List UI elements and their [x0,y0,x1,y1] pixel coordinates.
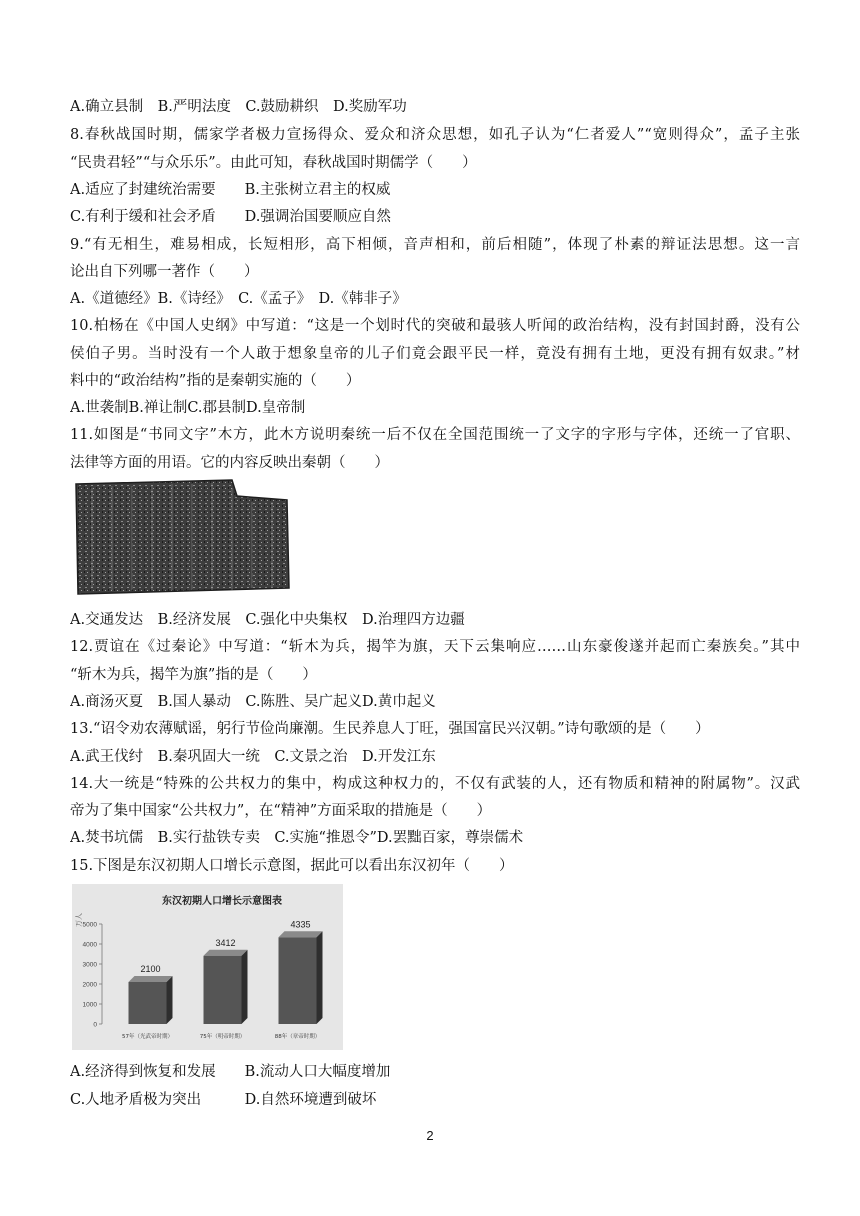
q11-stem-line1: 11.如图是“书同文字”木方，此木方说明秦统一后不仅在全国范围统一了文字的字形与字体，还统一了官职、 [70,427,800,443]
q8-options-line1: A.适应了封建统治需要 B.主张树立君主的权威 [70,182,391,198]
q14-stem-line2: 帝为了集中国家“公共权力”，在“精神”方面采取的措施是（ ） [70,803,492,819]
bar-top [204,950,248,956]
x-tick-label: 57年（光武帝时期） [122,1034,173,1040]
q10-stem-line3: 料中的“政治结构”指的是秦朝实施的（ ） [70,373,361,389]
q8-options-line2: C.有利于缓和社会矛盾 D.强调治国要顺应自然 [70,209,391,225]
chart-title: 东汉初期人口增长示意图表 [162,896,282,907]
q11-stem-line2: 法律等方面的用语。它的内容反映出秦朝（ ） [70,455,389,471]
bar-value-label: 4335 [290,919,311,930]
y-tick-label: 0 [93,1021,97,1029]
wooden-tablet-image [72,478,291,598]
x-tick-label: 75年（明帝时期） [199,1034,246,1040]
bar [204,956,242,1024]
y-tick-label: 5000 [82,921,97,929]
bar-value-label: 3412 [215,937,236,948]
q12-stem-line1: 12.贾谊在《过秦论》中写道：“斩木为兵，揭竿为旗，天下云集响应……山东豪俊遂并起而亡秦族矣。”其中 [70,639,800,655]
population-growth-chart [72,884,343,1050]
q10-stem-line2: 侯伯子男。当时没有一个人敢于想象皇帝的儿子们竟会跟平民一样，竟没有拥有土地，更没有拥有奴隶。”材 [70,346,800,362]
q8-stem-line1: 8.春秋战国时期，儒家学者极力宣扬得众、爱众和济众思想，如孔子认为“仁者爱人”“宽则得众”，孟子主张 [70,127,800,143]
y-tick-label: 3000 [82,961,97,969]
q11-options: A.交通发达 B.经济发展 C.强化中央集权 D.治理四方边疆 [70,612,465,628]
q15-stem-line1: 15.下图是东汉初期人口增长示意图，据此可以看出东汉初年（ ） [70,858,514,874]
q13-stem-line1: 13.“诏令劝农薄赋谣，躬行节俭尚廉潮。生民养息人丁旺，强国富民兴汉朝。”诗句歌颂的是（ ） [70,721,710,737]
q7-options: A.确立县制 B.严明法度 C.鼓励耕织 D.奖励军功 [70,99,407,115]
q15-options-line1: A.经济得到恢复和发展 B.流动人口大幅度增加 [70,1064,391,1080]
x-tick-label: 88年（章帝时期） [274,1034,321,1040]
q10-options: A.世袭制B.禅让制C.郡县制D.皇帝制 [70,400,306,416]
bar-value-label: 2100 [140,964,161,974]
page-number: 2 [426,1128,434,1143]
y-tick-label: 4000 [82,941,97,949]
q14-stem-line1: 14.大一统是“特殊的公共权力的集中，构成这种权力的，不仅有武装的人，还有物质和精神的附属物”。汉武 [70,776,800,792]
bar-side [242,950,248,1024]
y-tick-label: 1000 [82,1001,97,1009]
y-tick-label: 2000 [82,981,97,989]
q13-options: A.武王伐纣 B.秦巩固大一统 C.文景之治 D.开发江东 [70,749,436,765]
q10-stem-line1: 10.柏杨在《中国人史纲》中写道：“这是一个划时代的突破和最骇人听闻的政治结构，没有封国封爵，没有公 [70,318,800,334]
q12-options: A.商汤灭夏 B.国人暴动 C.陈胜、吴广起义D.黄巾起义 [70,694,436,710]
bar [279,937,317,1024]
q9-stem-line2: 论出自下列哪一著作（ ） [70,264,259,280]
bar-top [129,976,173,982]
q12-stem-line2: “斩木为兵，揭竿为旗”指的是（ ） [70,667,317,683]
chart-y-label: 万人 [76,913,83,927]
q15-options-line2: C.人地矛盾极为突出 D.自然环境遭到破坏 [70,1092,377,1108]
bar [129,982,167,1024]
q9-stem-line1: 9.“有无相生，难易相成，长短相形，高下相倾，音声相和，前后相随”，体现了朴素的辩证法思想。这一言 [70,237,800,253]
q14-options: A.焚书坑儒 B.实行盐铁专卖 C.实施“推恩令”D.罢黜百家，尊崇儒术 [70,830,524,846]
q8-stem-line2: “民贵君轻”“与众乐乐”。由此可知，春秋战国时期儒学（ ） [70,155,477,171]
bar-top [279,931,323,937]
bar-side [317,931,323,1024]
q9-options: A.《道德经》B.《诗经》 C.《孟子》 D.《韩非子》 [70,291,407,307]
bar-side [167,976,173,1024]
